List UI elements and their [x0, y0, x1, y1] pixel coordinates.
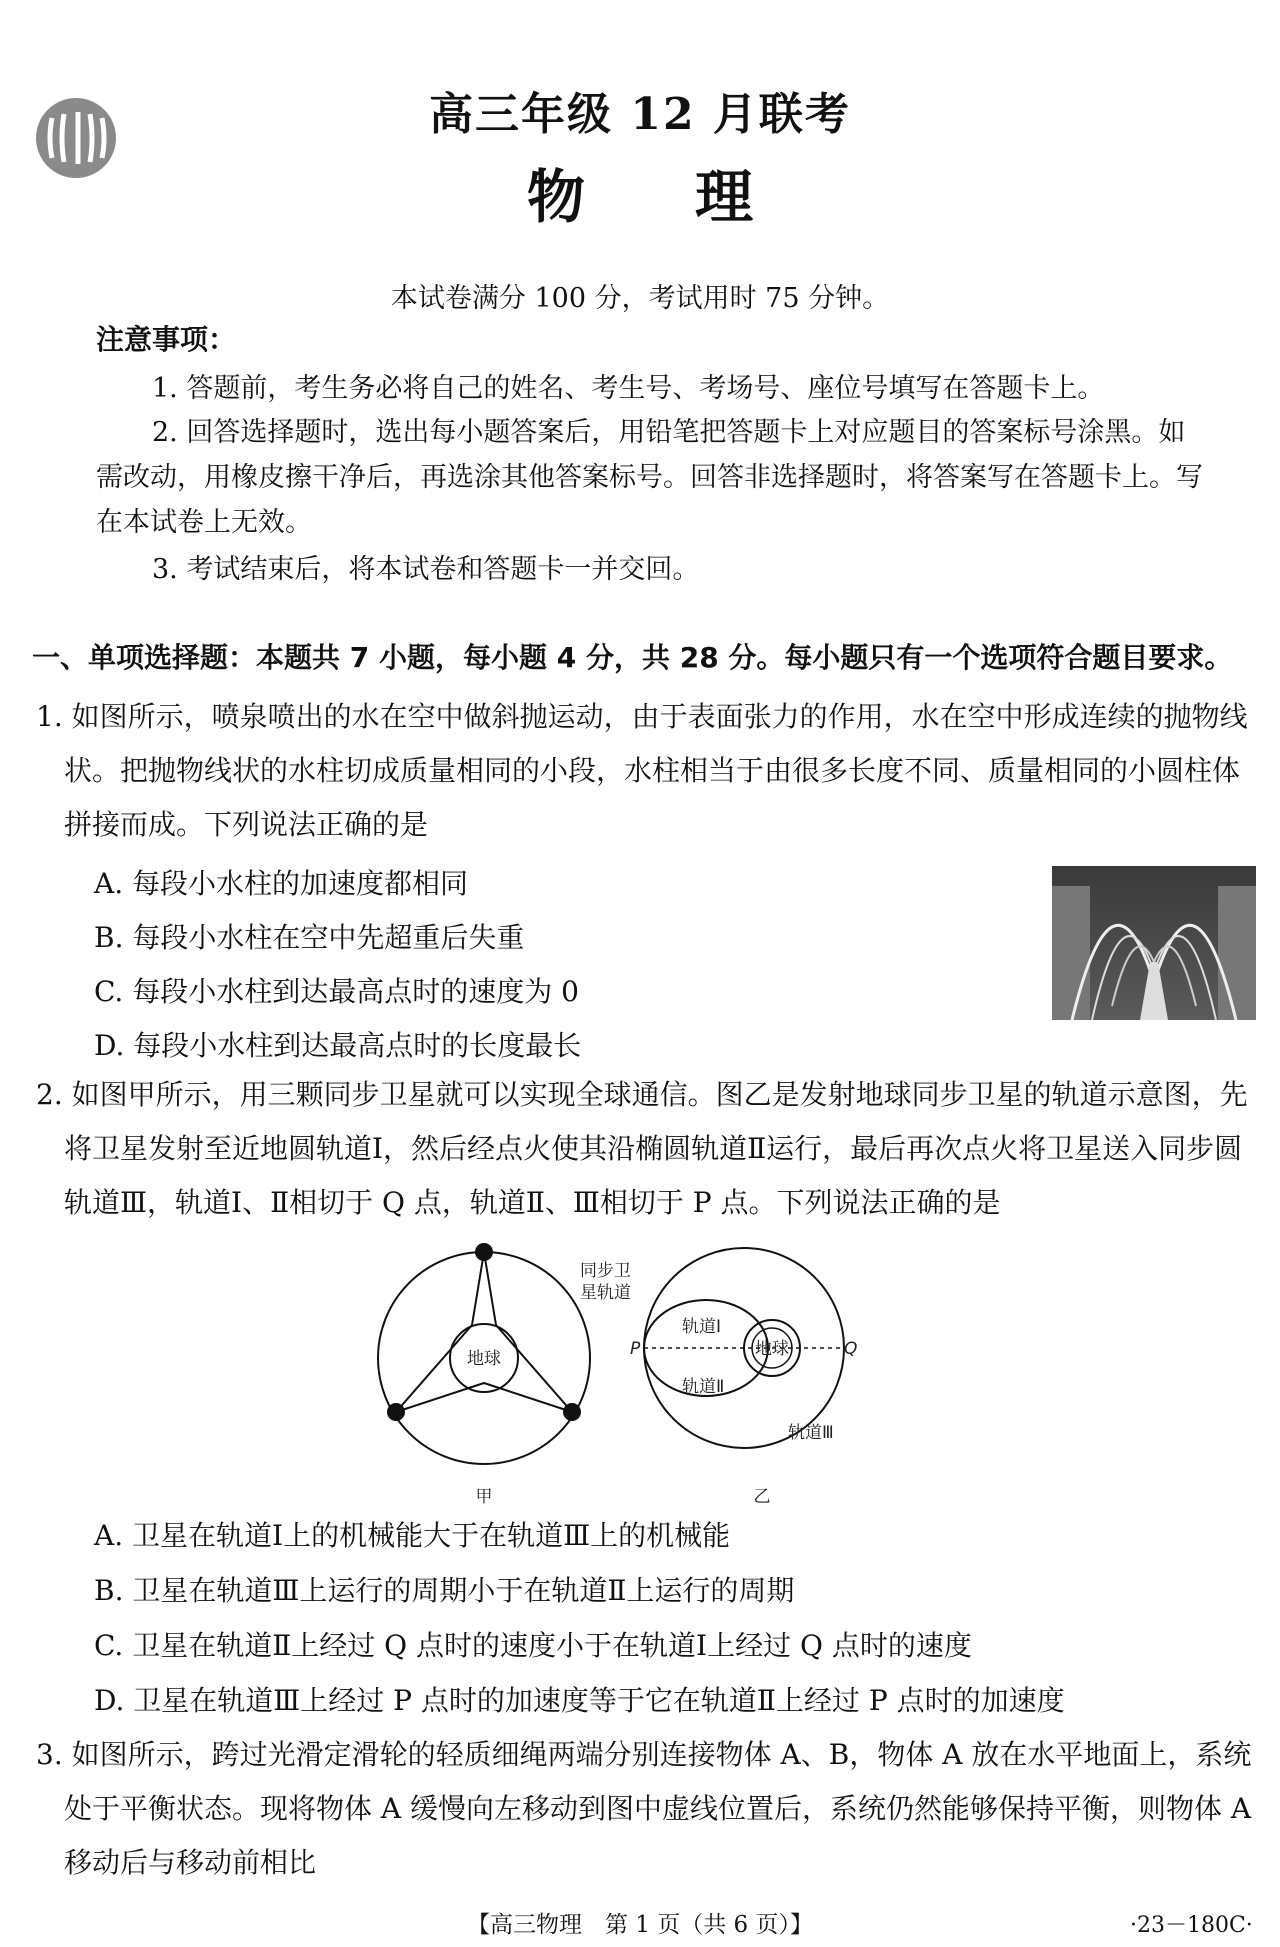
option-b: B. 卫星在轨道Ⅲ上运行的周期小于在轨道Ⅱ上运行的周期 [94, 1574, 795, 1607]
option-a: A. 每段小水柱的加速度都相同 [94, 867, 469, 900]
figure-caption: 乙 [753, 1487, 771, 1507]
earth-label: 地球 [755, 1339, 789, 1359]
fountain-photo [1052, 866, 1256, 1020]
option-c: C. 卫星在轨道Ⅱ上经过 Q 点时的速度小于在轨道Ⅰ上经过 Q 点时的速度 [94, 1629, 972, 1662]
question-stem: 2. 如图甲所示，用三颗同步卫星就可以实现全球通信。图乙是发射地球同步卫星的轨道示意图，先将卫星发射至近地圆轨道Ⅰ，然后经点火使其沿椭圆轨道Ⅱ运行，最后再次点火将卫星送入同步圆轨道Ⅲ，轨道Ⅰ、Ⅱ相切于 Q 点，轨道Ⅱ、Ⅲ相切于 P 点。下列说法正确的是 [36, 1078, 1248, 1219]
exam-intro: 本试卷满分 100 分，考试用时 75 分钟。 [390, 283, 890, 314]
option-d: D. 每段小水柱到达最高点时的长度最长 [94, 1029, 582, 1062]
figure-jia [378, 1243, 631, 1507]
exam-title: 高三年级 12 月联考 [429, 89, 851, 140]
notice-item: 2. 回答选择题时，选出每小题答案后，用铅笔把答题卡上对应题目的答案标号涂黑。如需改动，用橡皮擦干净后，再选涂其他答案标号。回答非选择题时，将答案写在答题卡上。写在本试卷上无效。 [96, 417, 1203, 538]
figure-caption: 甲 [475, 1487, 493, 1507]
paper-code: ·23－180C· [1130, 1913, 1253, 1938]
question-stem: 1. 如图所示，喷泉喷出的水在空中做斜抛运动，由于表面张力的作用，水在空中形成连续的抛物线状。把抛物线状的水柱切成质量相同的小段，水柱相当于由很多长度不同、质量相同的小圆柱体拼接而成。下列说法正确的是 [36, 700, 1248, 841]
orbit-label: 星轨道 [580, 1283, 631, 1303]
figure-yi [630, 1248, 857, 1507]
orbit-label: 同步卫 [580, 1261, 631, 1281]
point-q-label: Q [844, 1339, 858, 1359]
subject-title: 物理 [526, 163, 863, 231]
orbit1-label: 轨道Ⅰ [682, 1317, 722, 1337]
page-footer: 【高三物理 第 1 页（共 6 页）】 [466, 1912, 813, 1938]
satellite-dot [563, 1403, 581, 1421]
satellite-dot [475, 1243, 493, 1261]
notice-item: 3. 考试结束后，将本试卷和答题卡一并交回。 [152, 554, 700, 585]
satellite-dot [387, 1403, 405, 1421]
option-a: A. 卫星在轨道Ⅰ上的机械能大于在轨道Ⅲ上的机械能 [94, 1519, 731, 1552]
point-p-label: P [630, 1339, 641, 1359]
notice-item: 1. 答题前，考生务必将自己的姓名、考生号、考场号、座位号填写在答题卡上。 [152, 373, 1105, 404]
orbit2-label: 轨道Ⅱ [682, 1377, 725, 1397]
question-stem: 3. 如图所示，跨过光滑定滑轮的轻质细绳两端分别连接物体 A、B，物体 A 放在水平地面上，系统处于平衡状态。现将物体 A 缓慢向左移动到图中虚线位置后，系统仍然能够保持平衡，则物体 A 移动后与移动前相比 [36, 1738, 1252, 1879]
option-c: C. 每段小水柱到达最高点时的速度为 0 [94, 975, 579, 1008]
orbit3-label: 轨道Ⅲ [788, 1423, 834, 1443]
option-b: B. 每段小水柱在空中先超重后失重 [94, 921, 525, 954]
orbit-diagram [372, 1240, 872, 1510]
option-d: D. 卫星在轨道Ⅲ上经过 P 点时的加速度等于它在轨道Ⅱ上经过 P 点时的加速度 [94, 1684, 1065, 1717]
notice-heading: 注意事项： [96, 323, 237, 356]
section-heading: 一、单项选择题：本题共 7 小题，每小题 4 分，共 28 分。每小题只有一个选项符合题目要求。 [32, 641, 1233, 674]
earth-label: 地球 [467, 1349, 501, 1369]
